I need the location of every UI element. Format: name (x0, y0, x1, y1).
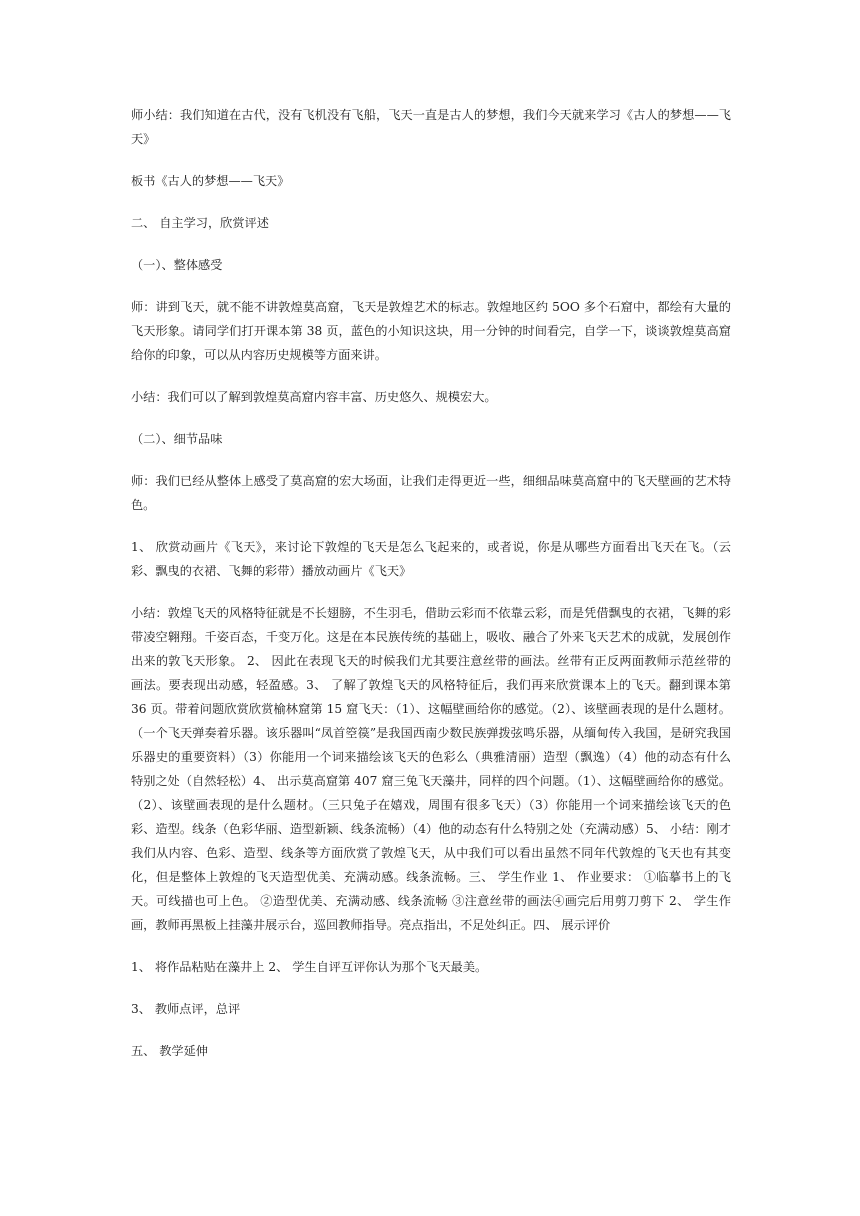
subsection-heading-2: （二）、细节品味 (131, 432, 223, 446)
blackboard-title: 板书《古人的梦想——飞天》 (131, 174, 290, 188)
summary-mogao: 小结：我们可以了解到敦煌莫高窟内容丰富、历史悠久、规模宏大。 (131, 390, 497, 404)
teacher-summary-intro: 师小结：我们知道在古代，没有飞机没有飞船，飞天一直是古人的梦想，我们今天就来学习《古人的梦想——飞天》 (131, 108, 731, 146)
section-heading-2: 二、 自主学习，欣赏评述 (131, 216, 269, 230)
animation-activity: 1、 欣赏动画片《飞天》，来讨论下敦煌的飞天是怎么飞起来的，或者说，你是从哪些方面看出飞天在飞。（云彩、飘曳的衣裙、飞舞的彩带）播放动画片《飞天》 (131, 540, 731, 578)
display-steps: 1、 将作品粘贴在藻井上 2、 学生自评互评你认为那个飞天最美。 (131, 960, 488, 974)
summary-long-paragraph: 小结：敦煌飞天的风格特征就是不长翅膀，不生羽毛，借助云彩而不依靠云彩，而是凭借飘曳的衣裙，飞舞的彩带凌空翱翔。千姿百态，千变万化。这是在本民族传统的基础上，吸收、融合了外来飞天艺术的成就，发展创作出来的敦飞天形象。 2、 因此在表现飞天的时候我们尤其要注意丝带的画法。丝带有正反两面教师示范丝带的画法。要表现出动感，轻盈感。3、 了解了敦煌飞天的风格特征后，我们再来欣赏课本上的飞天。翻到课本第 36 页。带着问题欣赏欣赏榆林窟第 15 窟飞天：（1）、这幅壁画给你的感觉。（2）、该壁画表现的是什么题材。（一个飞天弹奏着乐器。该乐器叫“凤首箜篌”是我国西南少数民族弹拨弦鸣乐器，从缅甸传入我国，是研究我国乐器史的重要资料）（3）你能用一个词来描绘该飞天的色彩么（典雅清丽）造型（飘逸）（4）他的动态有什么特别之处（自然轻松）4、 出示莫高窟第 407 窟三兔飞天藻井，同样的四个问题。（1）、这幅壁画给你的感觉。（2）、该壁画表现的是什么题材。（三只兔子在嬉戏，周围有很多飞天）（3）你能用一个词来描绘该飞天的色彩、造型。线条（色彩华丽、造型新颖、线条流畅）（4）他的动态有什么特别之处（充满动感）5、 小结：刚才我们从内容、色彩、造型、线条等方面欣赏了敦煌飞天，从中我们可以看出虽然不同年代敦煌的飞天也有其变化，但是整体上敦煌的飞天造型优美、充满动感。线条流畅。三、 学生作业 1、 作业要求： ①临摹书上的飞天。可线描也可上色。 ②造型优美、充满动感、线条流畅 ③注意丝带的画法④画完后用剪刀剪下 2、 学生作画，教师再黑板上挂藻井展示台，巡回教师指导。亮点指出，不足处纠正。四、 展示评价 (131, 606, 731, 932)
section-heading-5: 五、 教学延伸 (131, 1044, 208, 1058)
teacher-comment-step: 3、 教师点评，总评 (131, 1002, 241, 1016)
document-body (131, 103, 731, 1081)
teacher-dunhuang-intro: 师：讲到飞天，就不能不讲敦煌莫高窟，飞天是敦煌艺术的标志。敦煌地区约 5OO 多个石窟中，都绘有大量的飞天形象。请同学们打开课本第 38 页，蓝色的小知识这块，用一分钟的时间看完，自学一下，谈谈敦煌莫高窟给你的印象，可以从内容历史规模等方面来讲。 (131, 300, 731, 362)
subsection-heading-1: （一）、整体感受 (131, 258, 223, 272)
teacher-detail-intro: 师：我们已经从整体上感受了莫高窟的宏大场面，让我们走得更近一些，细细品味莫高窟中的飞天壁画的艺术特色。 (131, 474, 731, 512)
